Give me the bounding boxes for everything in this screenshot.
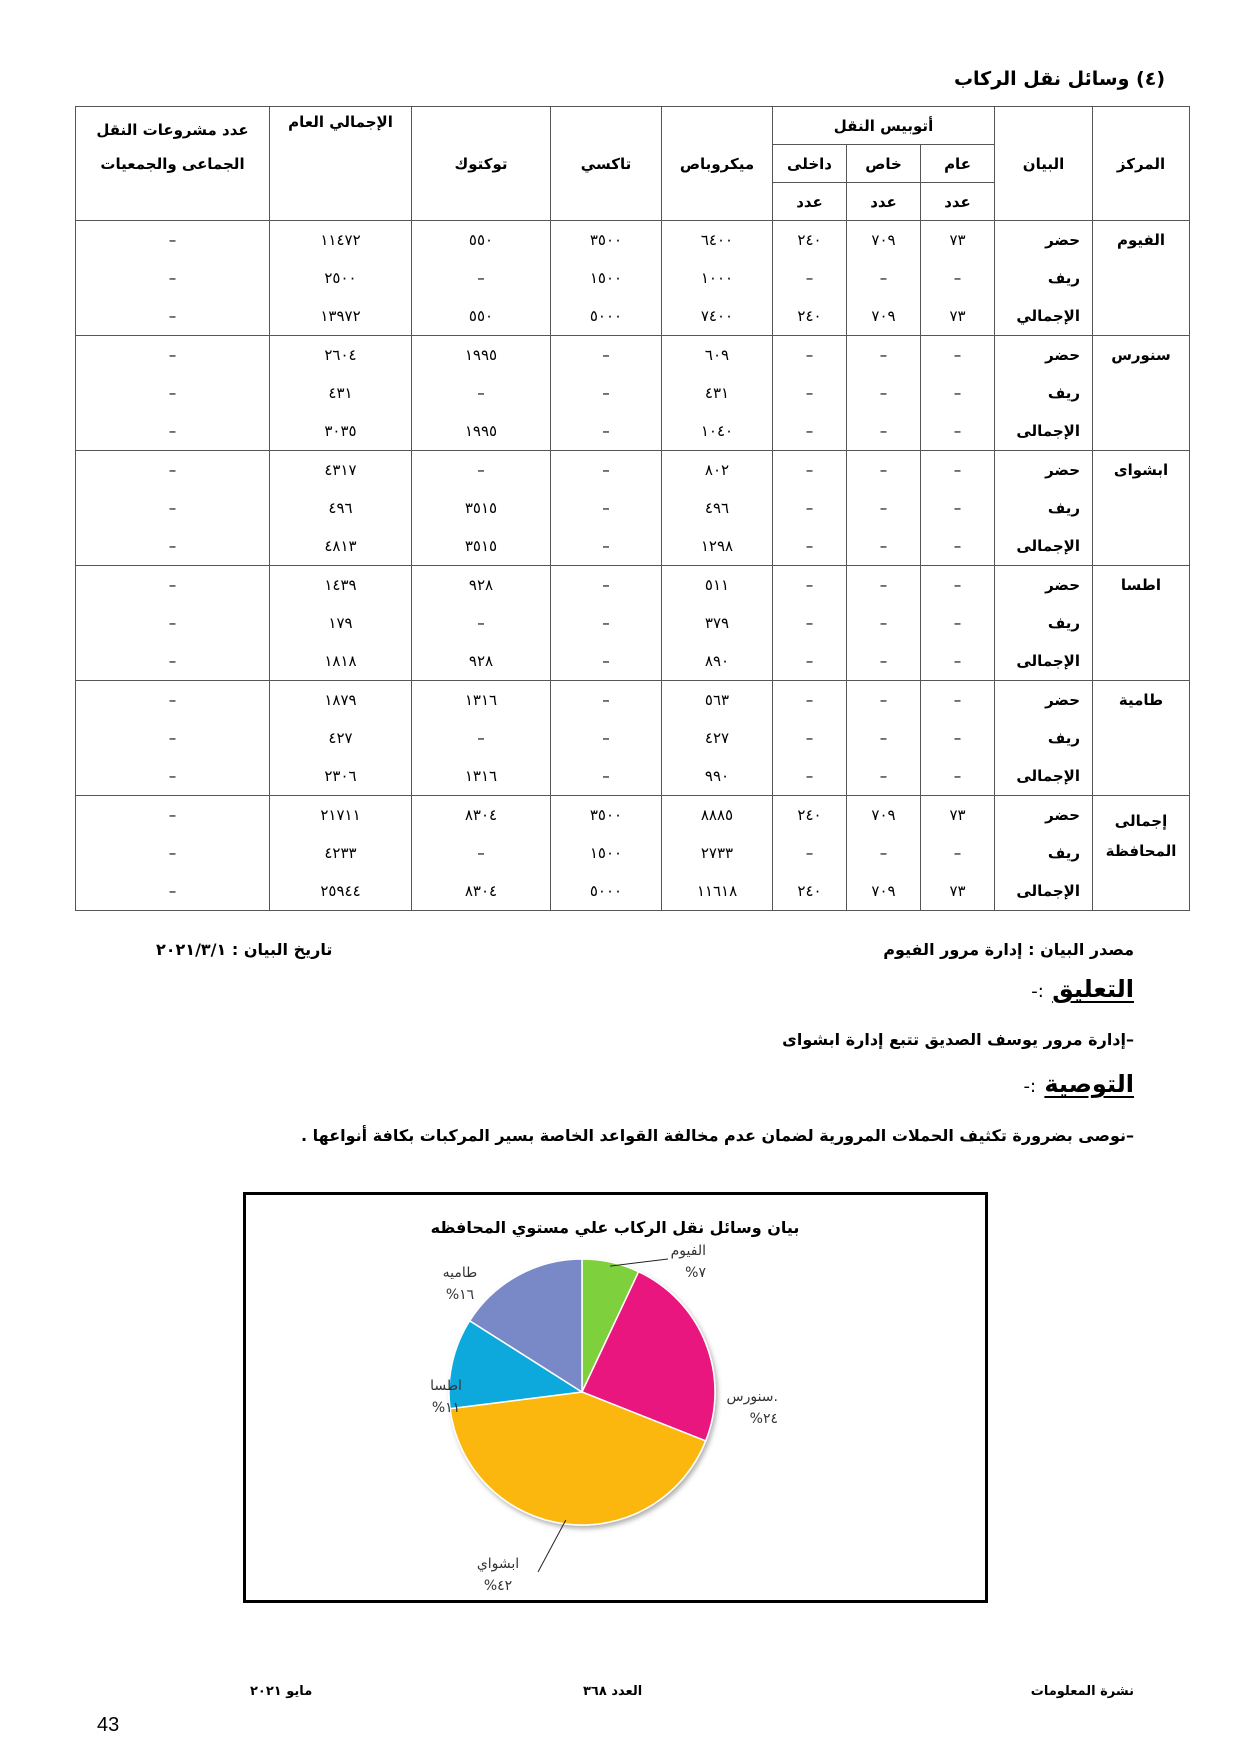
cell-microbus: ٧٤٠٠: [662, 297, 773, 336]
cell-taxi: –: [551, 451, 662, 490]
recommendation-heading-text: التوصية: [1044, 1070, 1134, 1098]
cell-microbus: ٤٣١: [662, 374, 773, 412]
cell-projects: –: [76, 872, 270, 911]
cell-public: ٧٣: [921, 872, 995, 911]
cell-tuktuk: ١٩٩٥: [412, 412, 551, 451]
cell-internal: ٢٤٠: [773, 221, 847, 260]
table-row: [76, 527, 1190, 566]
pie-slice-label: اطسا: [430, 1378, 462, 1394]
row-label: حضر: [995, 566, 1093, 605]
cell-private: –: [847, 451, 921, 490]
header-bus-internal: داخلى: [773, 145, 847, 183]
cell-taxi: –: [551, 412, 662, 451]
cell-total: ٣٠٣٥: [270, 412, 412, 451]
cell-internal: –: [773, 527, 847, 566]
cell-microbus: ١٠٤٠: [662, 412, 773, 451]
cell-taxi: ١٥٠٠: [551, 834, 662, 872]
table-row: [76, 872, 1190, 911]
cell-microbus: ١٠٠٠: [662, 259, 773, 297]
cell-tuktuk: –: [412, 259, 551, 297]
cell-public: –: [921, 642, 995, 681]
section-title: (٤) وسائل نقل الركاب: [953, 68, 1165, 90]
recommendation-text: –نوصى بضرورة تكثيف الحملات المرورية لضمان عدم مخالفة القواعد الخاصة بسير المركبات بكافة أنواعها .: [300, 1126, 1134, 1145]
cell-total: ٤٣١٧: [270, 451, 412, 490]
cell-tuktuk: ٥٥٠: [412, 221, 551, 260]
table-row: [76, 834, 1190, 872]
cell-tuktuk: ٥٥٠: [412, 297, 551, 336]
table-row: [76, 642, 1190, 681]
center-name: ابشواى: [1093, 451, 1190, 566]
table-row: [76, 221, 1190, 260]
table-row: [76, 451, 1190, 490]
pie-slice-label: طاميه: [442, 1265, 478, 1281]
cell-tuktuk: –: [412, 834, 551, 872]
cell-private: –: [847, 374, 921, 412]
cell-public: –: [921, 374, 995, 412]
pie-slice-value: %١١: [431, 1400, 461, 1416]
cell-microbus: ٥٦٣: [662, 681, 773, 720]
row-label: الإجمالى: [995, 872, 1093, 911]
cell-internal: –: [773, 259, 847, 297]
pie-slice-value: %٤٢: [483, 1578, 513, 1594]
header-microbus: ميكروباص: [662, 107, 773, 221]
cell-public: –: [921, 527, 995, 566]
cell-tuktuk: –: [412, 604, 551, 642]
table-row: [76, 297, 1190, 336]
cell-taxi: –: [551, 489, 662, 527]
cell-private: –: [847, 757, 921, 796]
cell-public: –: [921, 259, 995, 297]
cell-total: ٤٣١: [270, 374, 412, 412]
cell-projects: –: [76, 259, 270, 297]
cell-taxi: –: [551, 336, 662, 375]
row-label: ريف: [995, 604, 1093, 642]
cell-microbus: ١٢٩٨: [662, 527, 773, 566]
cell-tuktuk: ٣٥١٥: [412, 489, 551, 527]
pie-slice-label: سنورس.: [726, 1389, 778, 1405]
cell-taxi: ٥٠٠٠: [551, 297, 662, 336]
cell-taxi: ٥٠٠٠: [551, 872, 662, 911]
cell-public: –: [921, 451, 995, 490]
cell-total: ٤٩٦: [270, 489, 412, 527]
cell-internal: –: [773, 834, 847, 872]
comment-heading: [1031, 975, 1134, 1003]
cell-microbus: ٤٩٦: [662, 489, 773, 527]
header-bus-group: أتوبيس النقل: [773, 107, 995, 145]
cell-taxi: ٣٥٠٠: [551, 221, 662, 260]
cell-public: –: [921, 757, 995, 796]
pie-slice-value: %١٦: [445, 1287, 475, 1303]
cell-internal: ٢٤٠: [773, 796, 847, 835]
cell-total: ٤٢٧: [270, 719, 412, 757]
cell-tuktuk: ١٩٩٥: [412, 336, 551, 375]
cell-total: ١٤٣٩: [270, 566, 412, 605]
table-row: [76, 757, 1190, 796]
center-name: الفيوم: [1093, 221, 1190, 336]
header-center: المركز: [1093, 107, 1190, 221]
header-grand-total: الإجمالي العام: [270, 107, 412, 221]
cell-projects: –: [76, 681, 270, 720]
row-label: حضر: [995, 681, 1093, 720]
center-name: طامية: [1093, 681, 1190, 796]
cell-total: ٢٣٠٦: [270, 757, 412, 796]
table-row: [76, 259, 1190, 297]
table-row: [76, 566, 1190, 605]
cell-internal: ٢٤٠: [773, 297, 847, 336]
page-number: 43: [97, 1714, 120, 1736]
cell-total: ١٨٧٩: [270, 681, 412, 720]
row-label: الإجمالى: [995, 412, 1093, 451]
table-row: [76, 681, 1190, 720]
header-projects: عدد مشروعات النقل الجماعى والجمعيات: [76, 107, 270, 221]
cell-projects: –: [76, 719, 270, 757]
cell-public: –: [921, 489, 995, 527]
pie-slice-value: %٧: [685, 1265, 706, 1281]
comment-text: –إدارة مرور يوسف الصديق تتبع إدارة ابشواى: [782, 1030, 1134, 1049]
cell-private: ٧٠٩: [847, 872, 921, 911]
pie-slice-label: الفيوم: [670, 1243, 706, 1259]
cell-taxi: –: [551, 527, 662, 566]
cell-total: ١٧٩: [270, 604, 412, 642]
cell-private: –: [847, 259, 921, 297]
row-label: الإجمالى: [995, 527, 1093, 566]
row-label: الإجمالى: [995, 642, 1093, 681]
cell-taxi: –: [551, 719, 662, 757]
cell-projects: –: [76, 412, 270, 451]
chart-title: بيان وسائل نقل الركاب علي مستوي المحافظه: [430, 1218, 800, 1237]
cell-private: –: [847, 604, 921, 642]
table-row: [76, 374, 1190, 412]
cell-microbus: ١١٦١٨: [662, 872, 773, 911]
table-row: [76, 412, 1190, 451]
cell-tuktuk: ١٣١٦: [412, 757, 551, 796]
header-bus-private: خاص: [847, 145, 921, 183]
data-source: مصدر البيان : إدارة مرور الفيوم: [883, 940, 1134, 959]
cell-private: –: [847, 566, 921, 605]
table-row: [76, 719, 1190, 757]
cell-internal: ٢٤٠: [773, 872, 847, 911]
cell-private: –: [847, 489, 921, 527]
header-unit-public: عدد: [921, 183, 995, 221]
cell-total: ٢٦٠٤: [270, 336, 412, 375]
pie-chart-frame: [243, 1192, 988, 1603]
cell-microbus: ٩٩٠: [662, 757, 773, 796]
cell-private: ٧٠٩: [847, 221, 921, 260]
table-row: [76, 336, 1190, 375]
cell-internal: –: [773, 412, 847, 451]
cell-total: ١١٤٧٢: [270, 221, 412, 260]
header-unit-private: عدد: [847, 183, 921, 221]
cell-tuktuk: ٣٥١٥: [412, 527, 551, 566]
cell-tuktuk: ٨٣٠٤: [412, 796, 551, 835]
cell-public: –: [921, 719, 995, 757]
cell-microbus: ٢٧٣٣: [662, 834, 773, 872]
center-name: اطسا: [1093, 566, 1190, 681]
cell-tuktuk: ٩٢٨: [412, 566, 551, 605]
cell-taxi: ١٥٠٠: [551, 259, 662, 297]
header-bus-public: عام: [921, 145, 995, 183]
pie-slice-label: ابشواي: [476, 1556, 520, 1572]
cell-microbus: ٨٠٢: [662, 451, 773, 490]
pie-slice-value: %٢٤: [749, 1411, 778, 1427]
cell-projects: –: [76, 527, 270, 566]
cell-total: ١٣٩٧٢: [270, 297, 412, 336]
cell-taxi: –: [551, 642, 662, 681]
cell-total: ٤٢٣٣: [270, 834, 412, 872]
cell-private: ٧٠٩: [847, 297, 921, 336]
cell-projects: –: [76, 757, 270, 796]
cell-private: –: [847, 642, 921, 681]
cell-total: ٤٨١٣: [270, 527, 412, 566]
cell-taxi: –: [551, 566, 662, 605]
row-label: ريف: [995, 489, 1093, 527]
table-body: [76, 221, 1190, 911]
cell-microbus: ٨٩٠: [662, 642, 773, 681]
cell-tuktuk: ٨٣٠٤: [412, 872, 551, 911]
footer-publication: نشرة المعلومات: [1030, 1684, 1134, 1699]
cell-taxi: ٣٥٠٠: [551, 796, 662, 835]
cell-taxi: –: [551, 681, 662, 720]
pie-leader-line: [610, 1259, 668, 1266]
header-taxi: تاكسي: [551, 107, 662, 221]
cell-projects: –: [76, 604, 270, 642]
cell-private: ٧٠٩: [847, 796, 921, 835]
center-name: سنورس: [1093, 336, 1190, 451]
pie-leader-line: [538, 1520, 566, 1572]
cell-private: –: [847, 834, 921, 872]
row-label: ريف: [995, 374, 1093, 412]
header-tuktuk: توكتوك: [412, 107, 551, 221]
cell-public: ٧٣: [921, 297, 995, 336]
cell-projects: –: [76, 221, 270, 260]
cell-public: –: [921, 412, 995, 451]
table-row: [76, 604, 1190, 642]
cell-projects: –: [76, 566, 270, 605]
cell-projects: –: [76, 796, 270, 835]
cell-internal: –: [773, 604, 847, 642]
header-unit-internal: عدد: [773, 183, 847, 221]
cell-microbus: ٥١١: [662, 566, 773, 605]
cell-internal: –: [773, 451, 847, 490]
cell-microbus: ٣٧٩: [662, 604, 773, 642]
cell-internal: –: [773, 681, 847, 720]
cell-microbus: ٦٠٩: [662, 336, 773, 375]
row-label: حضر: [995, 451, 1093, 490]
cell-projects: –: [76, 451, 270, 490]
cell-tuktuk: –: [412, 374, 551, 412]
cell-microbus: ٦٤٠٠: [662, 221, 773, 260]
cell-internal: –: [773, 566, 847, 605]
cell-tuktuk: ٩٢٨: [412, 642, 551, 681]
row-label: ريف: [995, 834, 1093, 872]
cell-public: –: [921, 681, 995, 720]
row-label: حضر: [995, 221, 1093, 260]
table-row: [76, 489, 1190, 527]
cell-projects: –: [76, 336, 270, 375]
footer-date: مايو ٢٠٢١: [250, 1684, 313, 1699]
row-label: حضر: [995, 796, 1093, 835]
row-label: حضر: [995, 336, 1093, 375]
cell-internal: –: [773, 757, 847, 796]
cell-projects: –: [76, 642, 270, 681]
cell-internal: –: [773, 336, 847, 375]
cell-private: –: [847, 681, 921, 720]
cell-tuktuk: –: [412, 719, 551, 757]
cell-internal: –: [773, 489, 847, 527]
cell-public: –: [921, 834, 995, 872]
cell-tuktuk: ١٣١٦: [412, 681, 551, 720]
center-name: إجمالى المحافظة: [1093, 796, 1190, 911]
cell-projects: –: [76, 489, 270, 527]
table-row: [76, 796, 1190, 835]
cell-taxi: –: [551, 604, 662, 642]
row-label: ريف: [995, 259, 1093, 297]
cell-projects: –: [76, 834, 270, 872]
cell-public: ٧٣: [921, 796, 995, 835]
cell-private: –: [847, 719, 921, 757]
cell-total: ٢٥٠٠: [270, 259, 412, 297]
cell-private: –: [847, 336, 921, 375]
pie-chart: [246, 1195, 985, 1600]
recommendation-heading-sep: :-: [1023, 1076, 1037, 1097]
row-label: الإجمالي: [995, 297, 1093, 336]
cell-microbus: ٤٢٧: [662, 719, 773, 757]
header-statement: البيان: [995, 107, 1093, 221]
cell-total: ١٨١٨: [270, 642, 412, 681]
cell-public: –: [921, 604, 995, 642]
cell-taxi: –: [551, 374, 662, 412]
comment-heading-text: التعليق: [1052, 975, 1134, 1003]
cell-projects: –: [76, 374, 270, 412]
row-label: ريف: [995, 719, 1093, 757]
cell-taxi: –: [551, 757, 662, 796]
footer-issue: العدد ٣٦٨: [583, 1684, 643, 1699]
row-label: الإجمالى: [995, 757, 1093, 796]
cell-total: ٢١٧١١: [270, 796, 412, 835]
cell-private: –: [847, 527, 921, 566]
cell-projects: –: [76, 297, 270, 336]
data-date: تاريخ البيان : ٢٠٢١/٣/١: [156, 940, 333, 959]
cell-internal: –: [773, 719, 847, 757]
cell-total: ٢٥٩٤٤: [270, 872, 412, 911]
transport-table: [75, 106, 1190, 911]
comment-heading-sep: :-: [1031, 981, 1044, 1002]
cell-public: –: [921, 336, 995, 375]
recommendation-heading: [1023, 1070, 1134, 1098]
cell-internal: –: [773, 642, 847, 681]
cell-public: ٧٣: [921, 221, 995, 260]
cell-microbus: ٨٨٨٥: [662, 796, 773, 835]
cell-public: –: [921, 566, 995, 605]
cell-tuktuk: –: [412, 451, 551, 490]
cell-internal: –: [773, 374, 847, 412]
cell-private: –: [847, 412, 921, 451]
